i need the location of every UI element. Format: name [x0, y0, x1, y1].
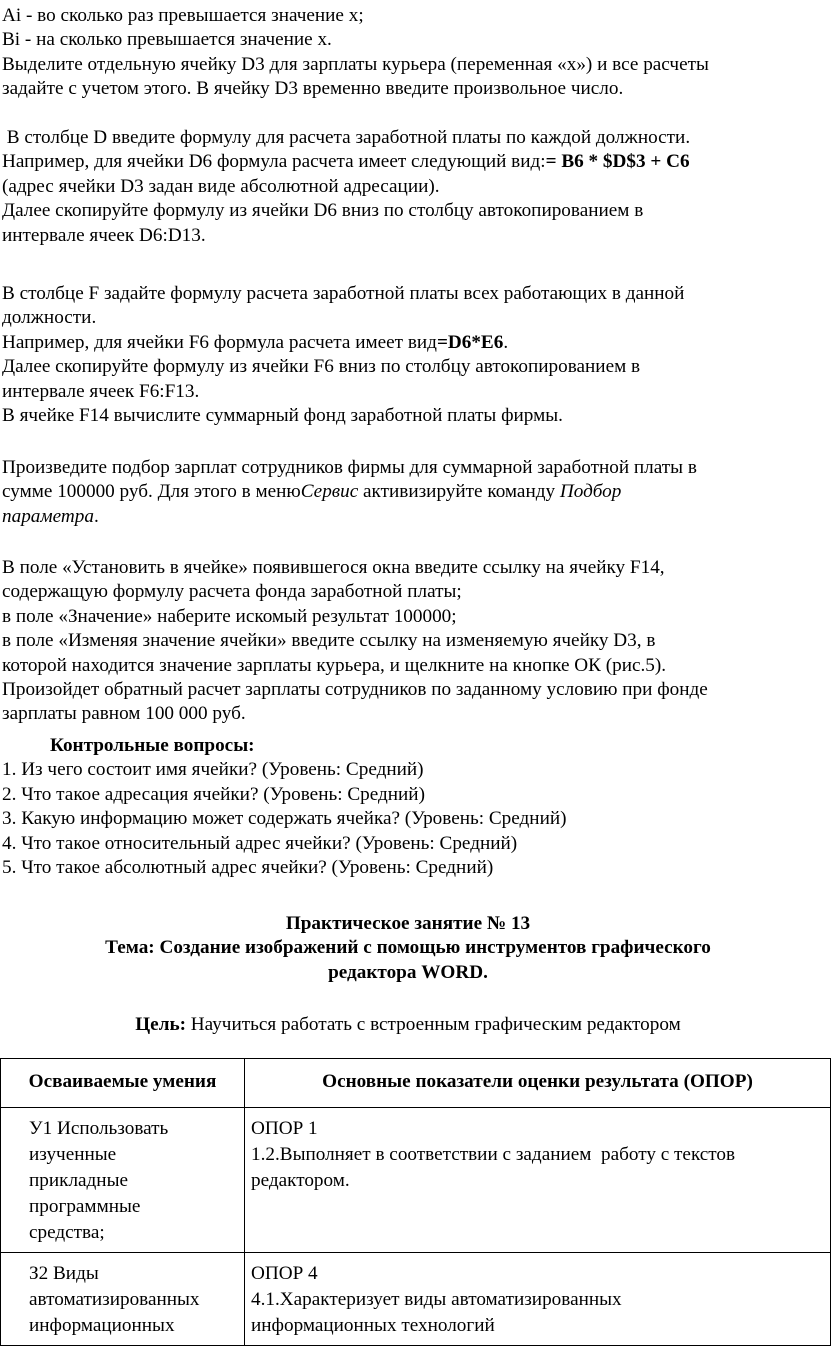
command-name: параметра — [2, 505, 94, 527]
text-line: содержащую формулу расчета фонда заработной платы; — [2, 581, 462, 603]
text-line — [2, 150, 814, 174]
table-header-skills: Осваиваемые умения — [1, 1059, 245, 1108]
text-fragment: Например, для ячейки D6 формула расчета имеет следующий вид: — [2, 151, 546, 173]
cell-line: средства; — [29, 1222, 105, 1243]
goal-text: Научиться работать с встроенным графическим редактором — [186, 1014, 681, 1035]
text-line: В поле «Установить в ячейке» появившегося окна введите ссылку на ячейку F14, — [2, 557, 665, 578]
cell-line: редактором. — [251, 1170, 350, 1191]
text-line: Выделите отдельную ячейку D3 для зарплаты курьера (переменная «х») и все расчеты — [2, 53, 709, 75]
cell-line: У1 Использовать — [29, 1118, 169, 1139]
cell-line: 4.1.Характеризует виды автоматизированных — [251, 1289, 622, 1310]
opor-cell — [245, 1108, 831, 1253]
text-line: (адрес ячейки D3 задан виде абсолютной адресации). — [2, 175, 440, 197]
table-row — [1, 1108, 831, 1253]
text-fragment: . — [503, 331, 509, 353]
text-line: Произойдет обратный расчет зарплаты сотрудников по заданному условию при фонде — [2, 679, 708, 701]
text-line: в поле «Изменяя значение ячейки» введите ссылку на изменяемую ячейку D3, в — [2, 630, 656, 652]
text-line: в поле «Значение» наберите искомый результат 100000; — [2, 605, 457, 627]
section-column-d — [2, 126, 814, 248]
table-header-opor: Основные показатели оценки результата (ОПОР) — [245, 1059, 831, 1108]
section-goal-seek — [2, 456, 814, 529]
lesson-topic-line: Тема: Создание изображений с помощью инструментов графического — [105, 937, 711, 959]
question-item: 5. Что такое абсолютный адрес ячейки? (Уровень: Средний) — [2, 857, 494, 879]
section-dialog-fields — [2, 556, 814, 727]
lesson-header — [0, 912, 816, 985]
text-line: интервале ячеек D6:D13. — [2, 224, 206, 246]
skill-cell — [1, 1253, 245, 1346]
opor-cell — [245, 1253, 831, 1346]
skill-cell — [1, 1108, 245, 1253]
cell-line: ОПОР 1 — [251, 1118, 318, 1139]
text-fragment: . — [93, 505, 99, 527]
text-fragment: Например, для ячейки F6 формула расчета имеет вид — [2, 331, 437, 353]
lesson-topic-line: редактора WORD. — [328, 961, 488, 983]
text-fragment: активизируйте команду — [358, 481, 560, 503]
goal-label: Цель: — [135, 1014, 186, 1035]
command-name: Подбор — [559, 481, 622, 503]
table-row — [1, 1253, 831, 1346]
formula-f6: =D6*E6 — [436, 331, 504, 353]
control-questions — [2, 734, 814, 880]
menu-name-service: Сервис — [300, 481, 359, 503]
table-header-row — [1, 1059, 831, 1108]
text-line: которой находится значение зарплаты курьера, и щелкните на кнопке ОК (рис.5). — [2, 654, 667, 676]
formula-d6: = B6 * $D$3 + C6 — [545, 151, 690, 173]
questions-heading: Контрольные вопросы: — [50, 735, 255, 756]
lesson-title: Практическое занятие № 13 — [285, 913, 531, 934]
text-fragment: сумме 100000 руб. Для этого в меню — [2, 481, 301, 503]
cell-line: информационных — [29, 1315, 175, 1336]
cell-line: ОПОР 4 — [251, 1263, 318, 1284]
question-item: 2. Что такое адресация ячейки? (Уровень: Средний) — [2, 783, 425, 805]
cell-line: изученные — [29, 1144, 117, 1165]
text-line: зарплаты равном 100 000 руб. — [2, 703, 246, 725]
cell-line: прикладные — [29, 1170, 128, 1191]
lesson-goal — [0, 1013, 816, 1037]
question-item: 3. Какую информацию может содержать ячейка? (Уровень: Средний) — [2, 808, 567, 830]
cell-line: программные — [29, 1196, 141, 1217]
text-line: Bi - на сколько превышается значение х. — [2, 29, 332, 51]
cell-line: информационных технологий — [251, 1315, 495, 1336]
text-line — [2, 331, 814, 355]
goal-line — [0, 1013, 816, 1037]
text-line: В столбце D введите формулу для расчета заработной платы по каждой должности. — [2, 127, 691, 148]
text-line: Ai - во сколько раз превышается значение х; — [2, 5, 364, 26]
section-column-f — [2, 282, 814, 428]
text-line: В ячейке F14 вычислите суммарный фонд заработной платы фирмы. — [2, 405, 563, 427]
text-line: Далее скопируйте формулу из ячейки D6 вниз по столбцу автокопированием в — [2, 200, 644, 222]
section-variables — [2, 4, 814, 102]
text-line: В столбце F задайте формулу расчета заработной платы всех работающих в данной — [2, 283, 685, 304]
cell-line: З2 Виды — [29, 1263, 99, 1284]
text-line — [2, 480, 814, 504]
cell-line: автоматизированных — [29, 1289, 200, 1310]
skills-table — [0, 1058, 831, 1346]
question-item: 4. Что такое относительный адрес ячейки? (Уровень: Средний) — [2, 832, 518, 854]
text-line — [2, 505, 814, 529]
text-line: задайте с учетом этого. В ячейку D3 временно введите произвольное число. — [2, 78, 624, 100]
question-item: 1. Из чего состоит имя ячейки? (Уровень: Средний) — [2, 759, 424, 781]
text-line: должности. — [2, 307, 97, 329]
text-line: интервале ячеек F6:F13. — [2, 380, 200, 402]
cell-line: 1.2.Выполняет в соответствии с заданием работу с текстов — [251, 1144, 736, 1165]
text-line: Произведите подбор зарплат сотрудников фирмы для суммарной заработной платы в — [2, 457, 697, 478]
text-line: Далее скопируйте формулу из ячейки F6 вниз по столбцу автокопированием в — [2, 356, 641, 378]
